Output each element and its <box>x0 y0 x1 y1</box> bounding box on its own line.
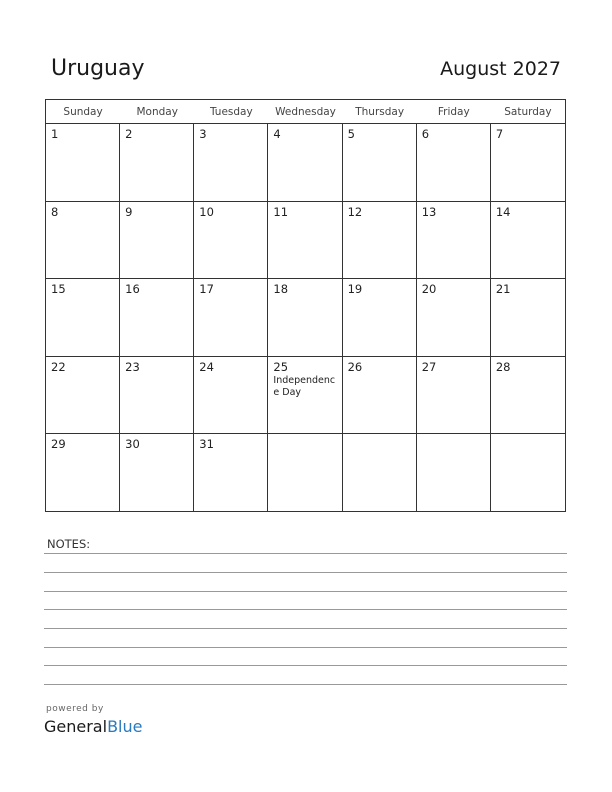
day-number: 31 <box>199 437 214 452</box>
day-cell <box>268 279 342 356</box>
weekday-sunday: Sunday <box>63 106 103 118</box>
weekday-tuesday: Tuesday <box>209 106 253 118</box>
day-cell <box>120 124 194 201</box>
day-number: 17 <box>199 282 214 297</box>
month-year-title: August 2027 <box>440 58 561 80</box>
calendar-grid <box>45 99 566 512</box>
day-cell <box>46 357 120 434</box>
day-cell <box>417 124 491 201</box>
day-cell <box>46 202 120 279</box>
day-cell <box>268 434 342 512</box>
day-cell <box>343 357 417 434</box>
week-row-3 <box>46 279 565 357</box>
generalblue-logo <box>44 717 142 736</box>
weekday-saturday: Saturday <box>504 106 552 118</box>
day-number: 16 <box>125 282 140 297</box>
day-number: 19 <box>347 282 363 297</box>
day-number: 27 <box>421 359 437 374</box>
day-number: 9 <box>125 204 133 219</box>
note-line <box>44 665 567 666</box>
day-cell <box>268 124 342 201</box>
day-cell <box>343 434 417 512</box>
day-number: 18 <box>273 282 289 297</box>
day-cell <box>46 434 120 512</box>
note-line <box>44 628 567 629</box>
note-line <box>44 572 567 573</box>
country-title: Uruguay <box>51 56 145 81</box>
day-number: 5 <box>347 127 355 141</box>
day-cell <box>120 279 194 356</box>
day-cell <box>268 202 342 279</box>
day-number: 30 <box>125 437 140 452</box>
note-line <box>44 591 567 592</box>
day-cell <box>268 357 342 434</box>
day-number: 8 <box>51 204 59 219</box>
day-number: 15 <box>51 282 66 297</box>
weekday-header-row <box>46 100 565 124</box>
day-number: 20 <box>421 282 437 297</box>
weekday-friday: Friday <box>437 106 470 118</box>
day-cell <box>491 279 565 356</box>
brand-blue: Blue <box>107 717 143 736</box>
day-number: 25 <box>273 359 289 374</box>
day-cell <box>194 202 268 279</box>
day-cell <box>417 434 491 512</box>
day-number: 22 <box>51 359 66 374</box>
day-number: 2 <box>125 127 133 141</box>
day-number: 4 <box>273 127 281 141</box>
weekday-wednesday: Wednesday <box>275 106 336 118</box>
note-line <box>44 609 567 610</box>
day-cell <box>120 357 194 434</box>
day-cell <box>194 279 268 356</box>
weekday-monday: Monday <box>136 106 178 118</box>
powered-by-text: powered by <box>46 704 104 714</box>
day-number: 26 <box>347 359 363 374</box>
weekday-thursday: Thursday <box>355 106 405 118</box>
note-line <box>44 684 567 685</box>
day-cell <box>120 434 194 512</box>
note-line <box>44 553 567 554</box>
week-row-1 <box>46 124 565 202</box>
day-number: 28 <box>495 359 511 374</box>
day-number: 6 <box>421 127 430 141</box>
day-cell <box>417 357 491 434</box>
day-number: 11 <box>273 204 289 219</box>
day-number: 24 <box>199 359 214 374</box>
day-number: 13 <box>421 204 437 219</box>
day-number: 10 <box>199 204 214 219</box>
week-row-2 <box>46 202 565 280</box>
day-cell <box>194 357 268 434</box>
day-cell <box>491 124 565 201</box>
day-cell <box>417 279 491 356</box>
day-cell <box>417 202 491 279</box>
day-cell <box>194 124 268 201</box>
day-number: 3 <box>199 127 207 141</box>
day-number: 21 <box>495 282 511 297</box>
day-cell <box>120 202 194 279</box>
week-row-5 <box>46 434 565 512</box>
holiday-label: Independence Day <box>273 374 336 398</box>
week-row-4 <box>46 357 565 435</box>
day-cell <box>491 434 565 512</box>
day-cell <box>343 279 417 356</box>
day-number: 7 <box>495 127 504 141</box>
day-cell <box>46 124 120 201</box>
notes-label: NOTES: <box>47 537 91 551</box>
day-cell <box>46 279 120 356</box>
day-number: 23 <box>125 359 140 374</box>
note-line <box>44 647 567 648</box>
brand-general: General <box>44 717 108 736</box>
day-cell <box>343 202 417 279</box>
day-number: 14 <box>495 204 511 219</box>
day-cell <box>343 124 417 201</box>
day-number: 12 <box>347 204 363 219</box>
day-number: 29 <box>51 437 66 452</box>
day-cell <box>491 202 565 279</box>
day-number: 1 <box>51 127 59 141</box>
day-cell <box>491 357 565 434</box>
day-cell <box>194 434 268 512</box>
